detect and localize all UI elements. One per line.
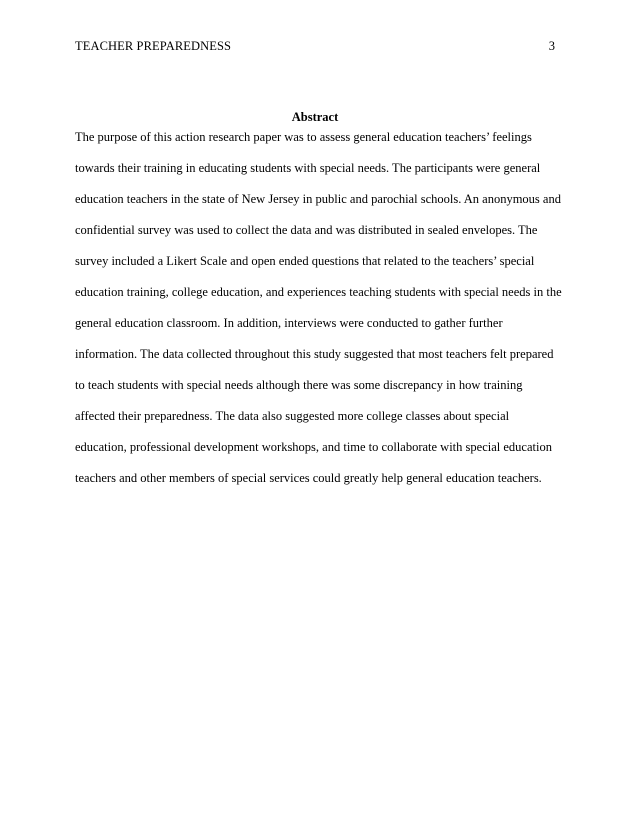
abstract-line: towards their training in educating students with special needs. The participants were general bbox=[75, 161, 541, 175]
running-head-title: TEACHER PREPAREDNESS bbox=[75, 39, 232, 53]
abstract-heading: Abstract bbox=[291, 110, 339, 124]
abstract-line: to teach students with special needs although there was some discrepancy in how training bbox=[75, 378, 523, 392]
abstract-line: education, professional development workshops, and time to collaborate with special education bbox=[75, 440, 552, 454]
abstract-line: The purpose of this action research paper was to assess general education teachers’ feelings bbox=[75, 130, 532, 144]
abstract-line: survey included a Likert Scale and open ended questions that related to the teachers’ special bbox=[75, 254, 535, 268]
abstract-line: teachers and other members of special services could greatly help general education teachers. bbox=[75, 471, 542, 485]
abstract-line: affected their preparedness. The data also suggested more college classes about special bbox=[75, 409, 510, 423]
abstract-line: general education classroom. In addition, interviews were conducted to gather further bbox=[75, 316, 503, 330]
abstract-line: education training, college education, and experiences teaching students with special needs in the bbox=[75, 285, 562, 299]
abstract-line: education teachers in the state of New Jersey in public and parochial schools. An anonymous and bbox=[75, 192, 561, 206]
page-number: 3 bbox=[548, 39, 555, 53]
abstract-line: confidential survey was used to collect the data and was distributed in sealed envelopes. The bbox=[75, 223, 538, 237]
abstract-line: information. The data collected throughout this study suggested that most teachers felt prepared bbox=[75, 347, 554, 361]
abstract-body bbox=[75, 129, 575, 501]
running-head bbox=[75, 37, 555, 55]
